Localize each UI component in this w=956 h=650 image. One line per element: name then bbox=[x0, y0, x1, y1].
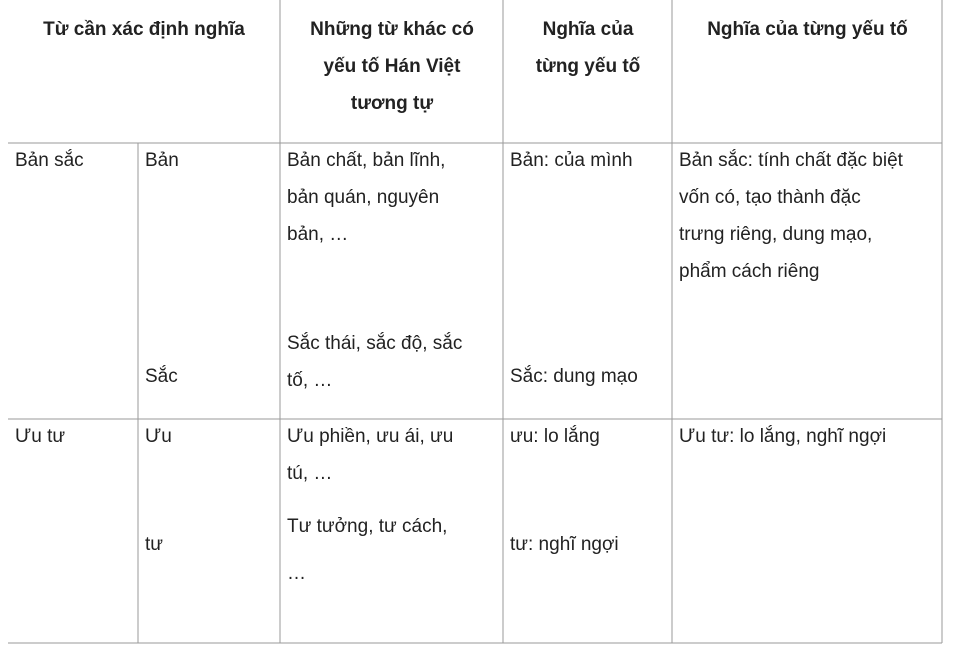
header-term: Từ cần xác định nghĩa bbox=[43, 19, 245, 40]
row1-overall-line-1: Bản sắc: tính chất đặc biệt bbox=[679, 150, 903, 171]
row1-similar-1-line-2: bản quán, nguyên bbox=[287, 187, 440, 208]
row1-overall-meaning bbox=[679, 142, 941, 290]
row1-part-1: Bản bbox=[145, 150, 179, 171]
row1-similar-1 bbox=[287, 142, 501, 253]
header-similar-line-3: tương tự bbox=[350, 93, 434, 114]
header-similar-line-1: Những từ khác có bbox=[310, 19, 474, 40]
row1-overall-line-4: phẩm cách riêng bbox=[679, 261, 820, 282]
row2-word: Ưu tư bbox=[15, 426, 66, 447]
row1-word: Bản sắc bbox=[15, 150, 84, 171]
row2-overall-line-1: Ưu tư: lo lắng, nghĩ ngợi bbox=[679, 426, 887, 447]
header-element-meaning-line-2: từng yếu tố bbox=[535, 56, 641, 77]
row1-similar-1-line-3: bản, … bbox=[287, 224, 349, 245]
row2-similar-2-line-1: Tư tưởng, tư cách, bbox=[287, 516, 448, 537]
row1-meaning-2: Sắc: dung mạo bbox=[510, 366, 638, 387]
row2-similar-1-line-2: tú, … bbox=[287, 463, 333, 484]
header-similar-words bbox=[281, 11, 503, 122]
row1-overall-line-3: trưng riêng, dung mạo, bbox=[679, 224, 873, 245]
row1-similar-2 bbox=[287, 325, 501, 399]
header-element-meaning bbox=[504, 11, 672, 85]
row1-overall-line-2: vốn có, tạo thành đặc bbox=[679, 187, 861, 208]
header-element-meaning-line-1: Nghĩa của bbox=[542, 19, 634, 40]
header-similar-line-2: yếu tố Hán Việt bbox=[323, 56, 461, 77]
row2-similar-1 bbox=[287, 418, 501, 492]
header-each-meaning: Nghĩa của từng yếu tố bbox=[707, 19, 908, 40]
row1-similar-2-line-1: Sắc thái, sắc độ, sắc bbox=[287, 333, 463, 354]
row2-part-2: tư bbox=[145, 534, 163, 555]
row1-similar-1-line-1: Bản chất, bản lĩnh, bbox=[287, 150, 446, 171]
row1-similar-2-line-2: tố, … bbox=[287, 370, 333, 391]
row1-meaning-1: Bản: của mình bbox=[510, 150, 633, 171]
row2-similar-1-line-1: Ưu phiền, ưu ái, ưu bbox=[287, 426, 454, 447]
row1-part-2: Sắc bbox=[145, 366, 178, 387]
row2-part-1: Ưu bbox=[145, 426, 172, 447]
row2-meaning-1: ưu: lo lắng bbox=[510, 426, 600, 447]
row2-similar-2 bbox=[287, 508, 501, 592]
row2-overall-meaning bbox=[679, 418, 941, 455]
row2-similar-2-line-2: … bbox=[287, 563, 306, 584]
row2-meaning-2: tư: nghĩ ngợi bbox=[510, 534, 619, 555]
